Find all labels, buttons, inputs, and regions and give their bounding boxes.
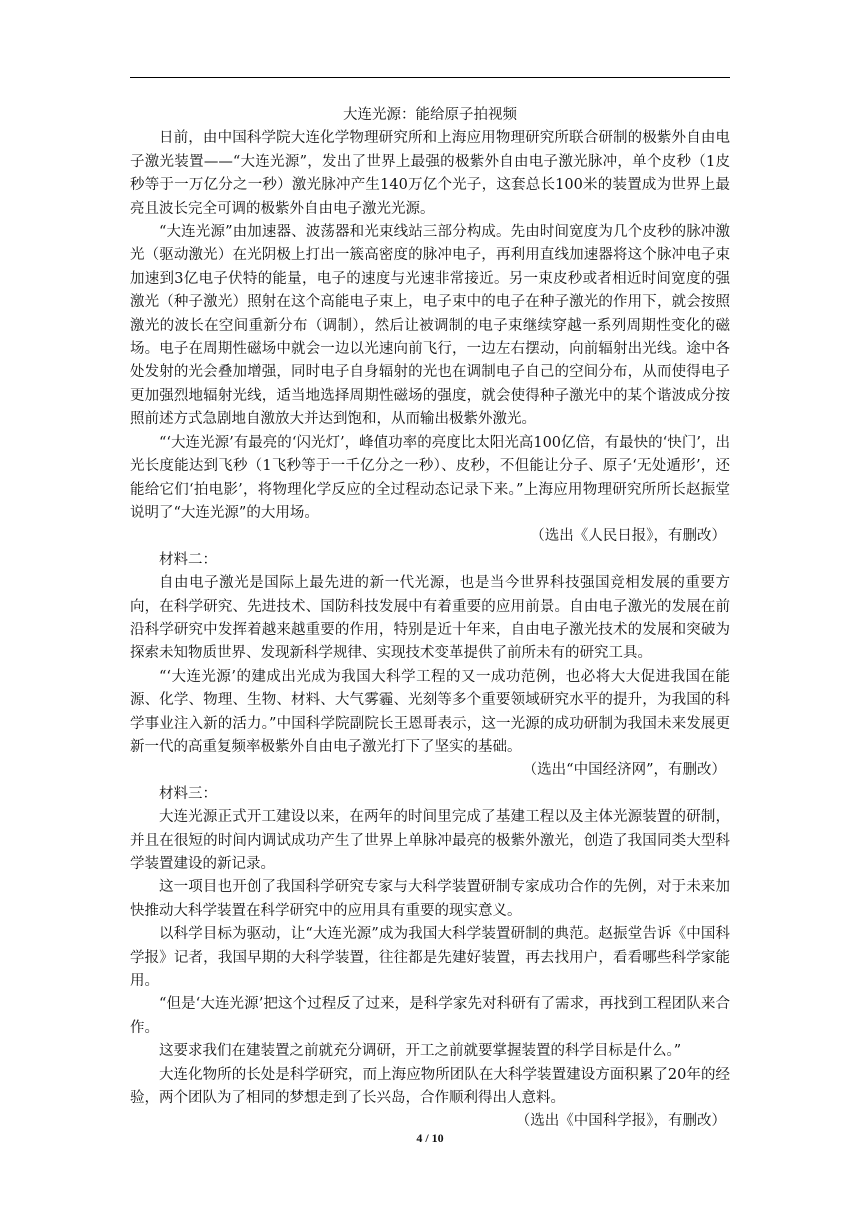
material-one-paragraph-2: “大连光源”由加速器、波荡器和光束线站三部分构成。先由时间宽度为几个皮秒的脉冲激光（驱动激光）在光阴极上打出一簇高密度的脉冲电子，再利用直线加速器将这个脉冲电子束加速到3亿电子伏特的能量，电子的速度与光速非常接近。另一束皮秒或者相近时间宽度的强激光（种子激光）照射在这个高能电子束上，电子束中的电子在种子激光的作用下，就会按照激光的波长在空间重新分布（调制），然后让被调制的电子束继续穿越一系列周期性变化的磁场。电子在周期性磁场中就会一边以光速向前飞行，一边左右摆动，向前辐射出光线。途中各处发射的光会叠加增强，同时电子自身辐射的光也在调制电子自己的空间分布，从而使得电子更加强烈地辐射光线，适当地选择周期性磁场的强度，就会使得种子激光中的某个谐波成分按照前述方式急剧地自激放大并达到饱和，从而输出极紫外激光。 [130, 224, 730, 428]
material-two-paragraph-2: “‘大连光源’的建成出光成为我国大科学工程的又一成功范例，也必将大大促进我国在能源、化学、物理、生物、材料、大气雾霾、光刻等多个重要领域研究水平的提升，为我国的科学事业注入新的活力。”中国科学院副院长王恩哥表示，这一光源的成功研制为我国未来发展更新一代的高重复频率极紫外自由电子激光打下了坚实的基础。 [130, 668, 730, 755]
material-two-source: （选出“中国经济网”，有删改） [522, 762, 726, 779]
material-one-paragraph-1: 日前，由中国科学院大连化学物理研究所和上海应用物理研究所联合研制的极紫外自由电子激光装置——“大连光源”，发出了世界上最强的极紫外自由电子激光脉冲，单个皮秒（1皮秒等于一万亿分之一秒）激光脉冲产生140万亿个光子，这套总长100米的装置成为世界上最亮且波长完全可调的极紫外自由电子激光光源。 [130, 130, 730, 217]
header-rule [130, 77, 730, 78]
material-one-paragraph-3: “‘大连光源’有最亮的‘闪光灯’，峰值功率的亮度比太阳光高100亿倍，有最快的‘快门’，出光长度能达到飞秒（1飞秒等于一千亿分之一秒）、皮秒，不但能让分子、原子‘无处遁形’，还能给它们‘拍电影’，将物理化学反应的全过程动态记录下来。”上海应用物理研究所所长赵振堂说明了“大连光源”的大用场。 [130, 434, 730, 521]
material-three-paragraph-3: 以科学目标为驱动，让“大连光源”成为我国大科学装置研制的典范。赵振堂告诉《中国科学报》记者，我国早期的大科学装置，往往都是先建好装置，再去找用户，看看哪些科学家能用。 [130, 926, 730, 990]
material-three-source: （选出《中国科学报》，有删改） [515, 1113, 726, 1130]
material-three-heading: 材料三： [159, 785, 217, 802]
material-three-paragraph-6: 大连化物所的长处是科学研究，而上海应物所团队在大科学装置建设方面积累了20年的经验，两个团队为了相同的梦想走到了长兴岛，合作顺利得出人意料。 [130, 1066, 730, 1107]
page-number: 4 / 10 [416, 1131, 444, 1145]
material-three-paragraph-2: 这一项目也开创了我国科学研究专家与大科学装置研制专家成功合作的先例，对于未来加快推动大科学装置在科学研究中的应用具有重要的现实意义。 [130, 879, 730, 919]
document-body [130, 104, 730, 1134]
material-one-source: （选出《人民日报》，有删改） [530, 528, 726, 545]
material-three-paragraph-4: “但是‘大连光源’把这个过程反了过来，是科学家先对科研有了需求，再找到工程团队来合作。 [130, 996, 730, 1036]
material-two-paragraph-1: 自由电子激光是国际上最先进的新一代光源，也是当今世界科技强国竞相发展的重要方向，在科学研究、先进技术、国防科技发展中有着重要的应用前景。自由电子激光的发展在前沿科学研究中发挥着越来越重要的作用，特别是近十年来，自由电子激光技术的发展和突破为探索未知物质世界、发现新科学规律、实现技术变革提供了前所未有的研究工具。 [130, 575, 730, 662]
article-title: 大连光源：能给原子拍视频 [343, 107, 517, 123]
material-three-paragraph-5: 这要求我们在建装置之前就充分调研，开工之前就要掌握装置的科学目标是什么。” [159, 1043, 682, 1060]
material-three-paragraph-1: 大连光源正式开工建设以来，在两年的时间里完成了基建工程以及主体光源装置的研制，并且在很短的时间内调试成功产生了世界上单脉冲最亮的极紫外激光，创造了我国同类大型科学装置建设的新记录。 [130, 809, 730, 872]
material-two-heading: 材料二： [159, 551, 217, 568]
